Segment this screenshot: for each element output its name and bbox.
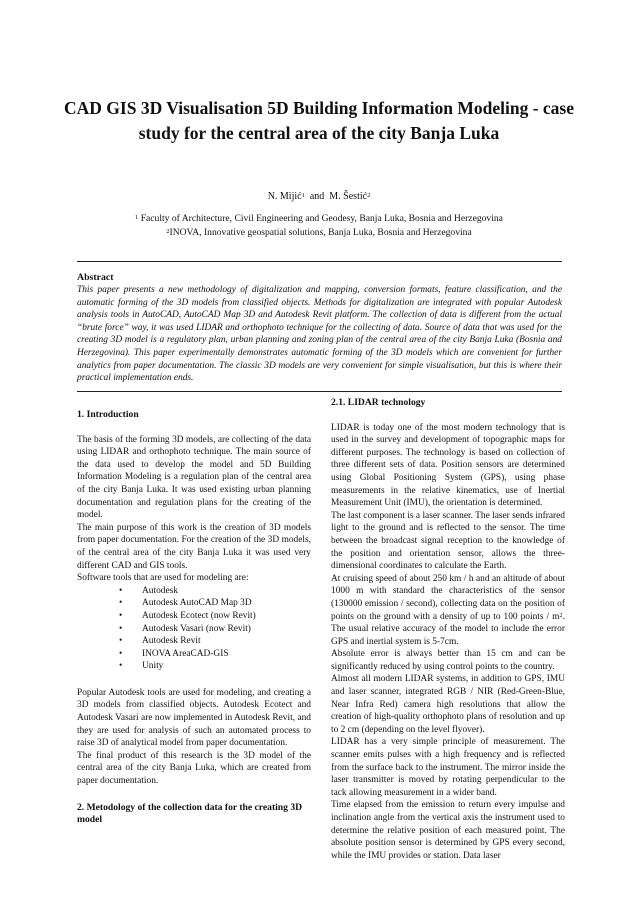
right-column bbox=[331, 397, 565, 862]
affiliation-superscript: 2 bbox=[166, 228, 170, 235]
section-heading: 2. Metodology of the collection data for the creating 3D model bbox=[77, 801, 303, 826]
list-item: • INOVA AreaCAD-GIS bbox=[77, 648, 311, 661]
paragraph-text: . The usual relative accuracy of the model to include the error GPS and inertial system is 5-7cm. bbox=[331, 611, 565, 647]
author-line bbox=[0, 190, 638, 203]
paragraph: The last component is a laser scanner. The laser sends infrared light to the ground and is reflected to the sensor. The time between the broadcast signal reception to the knowledge of the position and orientation sensor, allows the three-dimensional coordinates to calculate the Earth. bbox=[331, 510, 565, 572]
affiliation bbox=[0, 212, 638, 225]
tool-list bbox=[77, 585, 311, 673]
abstract bbox=[77, 271, 562, 385]
list-item: • Autodesk bbox=[77, 585, 311, 598]
list-item: • Unity bbox=[77, 660, 311, 673]
paragraph bbox=[331, 573, 565, 649]
paper-title: CAD GIS 3D Visualisation 5D Building Information Modeling - case study for the central area of the city Banja Luka bbox=[64, 98, 574, 143]
divider bbox=[77, 391, 562, 392]
author-superscript: 1 bbox=[301, 192, 305, 199]
subsection-heading: 2.1. LIDAR technology bbox=[331, 397, 426, 408]
paragraph: Absolute error is always better than 15 cm and can be significantly reduced by using control points to the country. bbox=[331, 649, 565, 672]
paragraph: Popular Autodesk tools are used for modeling, and creating a 3D models from classified objects. Autodesk Ecotect and Autodesk Vasari are now implemented in Autodesk Revit, and they are used for analysis of such an automated process to raise 3D of analytical model from paper documentation. bbox=[77, 687, 311, 749]
affiliation-superscript: 1 bbox=[135, 214, 139, 221]
list-item: • Autodesk Vasari (now Revit) bbox=[77, 623, 311, 636]
author-name: N. Mijić bbox=[267, 191, 302, 202]
paragraph: Software tools that are used for modeling are: bbox=[77, 573, 249, 584]
paragraph: The basis of the forming 3D models, are collecting of the data using LIDAR and orthophoto technique. The main source of the data used to develop the model and 5D Building Information Modeling is a regulation plan of the central area of the city Banja Luka. It was used existing urban planning documentation and regulation plans for the creating of the model. bbox=[77, 434, 311, 521]
divider bbox=[77, 261, 562, 262]
paragraph: Time elapsed from the emission to return every impulse and inclination angle from the vertical axis the instrument used to determine the relative position of each measured point. The absolute position sensor is determined by GPS every second, while the IMU provides or station. Data laser bbox=[331, 800, 565, 861]
section-heading: 1. Introduction bbox=[77, 409, 139, 420]
paragraph: LIDAR is today one of the most modern technology that is used in the survey and development of topographic maps for different purposes. The technology is based on collection of three different sets of data. Position sensors are determined using Global Positioning System (GPS), using phase measurements in the relative kinematics, use of Inertial Measurement Unit (IMU), the orientation is determined. bbox=[331, 422, 565, 509]
paragraph: Almost all modern LIDAR systems, in addition to GPS, IMU and laser scanner, integrated RGB / NIR (Red-Green-Blue, Near Infra Red) camera high resolutions that allow the creation of high-quality orthophoto plans of resolution and up to 2 cm (depending on the level flyover). bbox=[331, 674, 565, 735]
list-item: • Autodesk Revit bbox=[77, 635, 311, 648]
list-item: • Autodesk Ecotect (now Revit) bbox=[77, 610, 311, 623]
author-name: M. Šestić bbox=[329, 191, 368, 202]
affiliation bbox=[0, 226, 638, 239]
abstract-text: This paper presents a new methodology of digitalization and mapping, conversion formats, feature classification, and the automatic forming of the 3D models from classified objects. Methods for digitalization are integrated with popular Autodesk analysis tools in AutoCAD, AutoCAD Map 3D and Autodesk Revit platform. The collection of data is different from the actual “brute force” way, it was used LIDAR and orthophoto technique for the collecting of data. Source of data that was used for the creating 3D model is a regulatory plan, urban planning and zoning plan of the central area of the city Banja Luka (Bosnia and Herzegovina). This paper experimentally demonstrates automatic forming of the 3D models which are convenient for further analytics from paper documentation. The classic 3D models are very convenient for simple visualisation, but this is where their practical implementation ends. bbox=[77, 285, 562, 384]
paragraph-text: At cruising speed of about 250 km / h and an altitude of about 1000 m with standard the characteristics of the sensor (130000 emission / second), collecting data on the position of points on the ground with a density of up to 100 points / m bbox=[331, 573, 565, 622]
abstract-heading: Abstract bbox=[77, 272, 114, 283]
affiliation-text: Faculty of Architecture, Civil Engineering and Geodesy, Banja Luka, Bosnia and Herzegovina bbox=[140, 213, 503, 224]
paragraph: The main purpose of this work is the creation of 3D models from paper documentation. For the creation of the 3D models, of the central area of the city Banja Luka it was used very different CAD and GIS tools. bbox=[77, 522, 311, 571]
paragraph: LIDAR has a very simple principle of measurement. The scanner emits pulses with a high frequency and is reflected from the surface back to the instrument. The mirror inside the laser transmitter is moved by rotating perpendicular to the tack allowing measurement in a wider band. bbox=[331, 737, 565, 798]
left-column bbox=[77, 397, 311, 827]
author-superscript: 2 bbox=[367, 192, 371, 199]
affiliation-text: INOVA, Innovative geospatial solutions, Banja Luka, Bosnia and Herzegovina bbox=[169, 227, 472, 238]
author-conjunction: and bbox=[309, 191, 325, 202]
paragraph: The final product of this research is the 3D model of the central area of the city Banja Luka, which are created from paper documentation. bbox=[77, 750, 311, 787]
list-item: • Autodesk AutoCAD Map 3D bbox=[77, 597, 311, 610]
superscript: 2 bbox=[559, 611, 563, 619]
